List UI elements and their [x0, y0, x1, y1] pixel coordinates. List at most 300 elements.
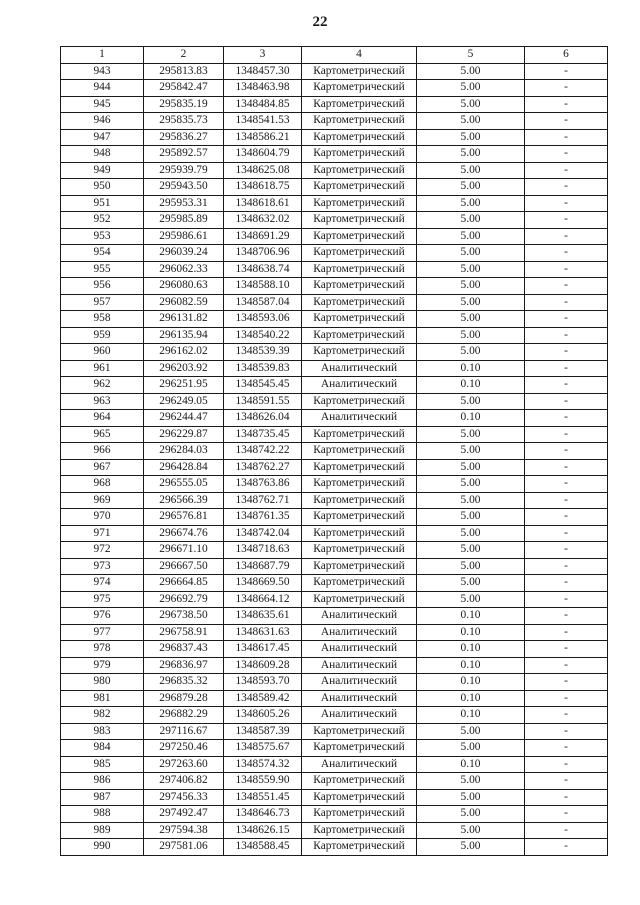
table-cell: 5.00: [417, 393, 525, 410]
table-cell: 1348588.45: [224, 839, 302, 856]
table-cell: Картометрический: [302, 146, 417, 163]
table-cell: 965: [61, 426, 144, 443]
table-cell: 296203.92: [144, 360, 224, 377]
table-cell: -: [525, 80, 608, 97]
table-cell: 976: [61, 608, 144, 625]
table-cell: -: [525, 657, 608, 674]
table-cell: 5.00: [417, 723, 525, 740]
table-cell: 978: [61, 641, 144, 658]
table-cell: -: [525, 608, 608, 625]
table-cell: 0.10: [417, 377, 525, 394]
table-cell: 1348609.28: [224, 657, 302, 674]
table-cell: 5.00: [417, 245, 525, 262]
table-cell: 981: [61, 690, 144, 707]
table-cell: 296758.91: [144, 624, 224, 641]
table-cell: Аналитический: [302, 624, 417, 641]
table-cell: Картометрический: [302, 195, 417, 212]
header-cell: 1: [61, 47, 144, 64]
table-cell: 1348618.61: [224, 195, 302, 212]
table-cell: 972: [61, 542, 144, 559]
table-row: [61, 327, 608, 344]
table-cell: 945: [61, 96, 144, 113]
table-cell: 1348618.75: [224, 179, 302, 196]
table-cell: -: [525, 96, 608, 113]
table-cell: -: [525, 822, 608, 839]
table-cell: 296837.43: [144, 641, 224, 658]
table-cell: 971: [61, 525, 144, 542]
table-cell: Картометрический: [302, 327, 417, 344]
table-cell: 954: [61, 245, 144, 262]
table-cell: 1348541.53: [224, 113, 302, 130]
table-cell: 5.00: [417, 327, 525, 344]
table-cell: 5.00: [417, 212, 525, 229]
table-cell: -: [525, 839, 608, 856]
table-row: [61, 674, 608, 691]
table-row: [61, 426, 608, 443]
table-cell: 297263.60: [144, 756, 224, 773]
table-cell: -: [525, 245, 608, 262]
table-row: [61, 492, 608, 509]
table-cell: 1348593.06: [224, 311, 302, 328]
table-cell: 1348605.26: [224, 707, 302, 724]
table-row: [61, 129, 608, 146]
header-cell: 3: [224, 47, 302, 64]
table-cell: 1348626.04: [224, 410, 302, 427]
table-row: [61, 509, 608, 526]
table-cell: 295892.57: [144, 146, 224, 163]
table-cell: -: [525, 443, 608, 460]
table-row: [61, 476, 608, 493]
table-cell: Аналитический: [302, 756, 417, 773]
table-row: [61, 443, 608, 460]
table-cell: 968: [61, 476, 144, 493]
table-cell: Картометрический: [302, 459, 417, 476]
table-cell: 944: [61, 80, 144, 97]
table-cell: 5.00: [417, 839, 525, 856]
table-row: [61, 690, 608, 707]
table-cell: 5.00: [417, 261, 525, 278]
table-row: [61, 377, 608, 394]
table-cell: 975: [61, 591, 144, 608]
table-cell: 295835.19: [144, 96, 224, 113]
table-cell: 296284.03: [144, 443, 224, 460]
table-cell: Картометрический: [302, 509, 417, 526]
table-cell: -: [525, 261, 608, 278]
table-cell: Картометрический: [302, 179, 417, 196]
table-cell: 1348761.35: [224, 509, 302, 526]
table-cell: Картометрический: [302, 278, 417, 295]
table-cell: 5.00: [417, 179, 525, 196]
table-cell: -: [525, 674, 608, 691]
table-cell: Картометрический: [302, 113, 417, 130]
table-cell: 985: [61, 756, 144, 773]
table-cell: 959: [61, 327, 144, 344]
table-cell: 296664.85: [144, 575, 224, 592]
table-cell: 5.00: [417, 822, 525, 839]
table-cell: 987: [61, 789, 144, 806]
table-cell: -: [525, 806, 608, 823]
table-cell: 967: [61, 459, 144, 476]
table-cell: 1348742.04: [224, 525, 302, 542]
table-cell: 0.10: [417, 690, 525, 707]
table-cell: 297456.33: [144, 789, 224, 806]
table-cell: 946: [61, 113, 144, 130]
table-cell: 295842.47: [144, 80, 224, 97]
table-cell: -: [525, 756, 608, 773]
table-cell: Картометрический: [302, 822, 417, 839]
table-cell: 986: [61, 773, 144, 790]
table-row: [61, 261, 608, 278]
table-row: [61, 525, 608, 542]
table-cell: Картометрический: [302, 393, 417, 410]
table-cell: -: [525, 212, 608, 229]
table-cell: 5.00: [417, 740, 525, 757]
table-row: [61, 393, 608, 410]
table-cell: 5.00: [417, 542, 525, 559]
table-cell: 5.00: [417, 575, 525, 592]
table-cell: Картометрический: [302, 245, 417, 262]
table-cell: -: [525, 641, 608, 658]
table-body: [61, 63, 608, 855]
table-cell: 958: [61, 311, 144, 328]
table-cell: -: [525, 377, 608, 394]
table-cell: -: [525, 525, 608, 542]
table-cell: Картометрический: [302, 591, 417, 608]
table-row: [61, 228, 608, 245]
table-row: [61, 113, 608, 130]
table-cell: Аналитический: [302, 707, 417, 724]
table-cell: -: [525, 311, 608, 328]
table-cell: -: [525, 294, 608, 311]
table-cell: 1348539.83: [224, 360, 302, 377]
table-cell: -: [525, 162, 608, 179]
table-cell: 949: [61, 162, 144, 179]
table-cell: 5.00: [417, 509, 525, 526]
table-cell: 5.00: [417, 773, 525, 790]
table-cell: 966: [61, 443, 144, 460]
table-cell: 1348587.04: [224, 294, 302, 311]
table-row: [61, 245, 608, 262]
table-cell: 296131.82: [144, 311, 224, 328]
table-row: [61, 641, 608, 658]
table-cell: 983: [61, 723, 144, 740]
table-row: [61, 806, 608, 823]
table-cell: 297116.67: [144, 723, 224, 740]
table-row: [61, 80, 608, 97]
coordinates-table: [60, 46, 608, 856]
table-cell: 0.10: [417, 410, 525, 427]
table-cell: -: [525, 624, 608, 641]
table-cell: 296062.33: [144, 261, 224, 278]
table-row: [61, 822, 608, 839]
table-cell: 948: [61, 146, 144, 163]
table-row: [61, 657, 608, 674]
table-cell: 297581.06: [144, 839, 224, 856]
table-cell: -: [525, 278, 608, 295]
table-row: [61, 96, 608, 113]
table-cell: 296244.47: [144, 410, 224, 427]
table-row: [61, 179, 608, 196]
table-cell: 973: [61, 558, 144, 575]
table-cell: 1348646.73: [224, 806, 302, 823]
table-cell: Аналитический: [302, 690, 417, 707]
table-cell: 5.00: [417, 63, 525, 80]
table-cell: Картометрический: [302, 839, 417, 856]
table-cell: Картометрический: [302, 228, 417, 245]
table-cell: Аналитический: [302, 641, 417, 658]
table-cell: Картометрический: [302, 476, 417, 493]
table-cell: 1348540.22: [224, 327, 302, 344]
table-cell: 5.00: [417, 476, 525, 493]
table-cell: 295943.50: [144, 179, 224, 196]
table-cell: 974: [61, 575, 144, 592]
table-cell: 1348762.71: [224, 492, 302, 509]
table-row: [61, 707, 608, 724]
table-cell: 296674.76: [144, 525, 224, 542]
table-cell: 5.00: [417, 294, 525, 311]
table-cell: 1348604.79: [224, 146, 302, 163]
table-cell: 1348586.21: [224, 129, 302, 146]
table-cell: 979: [61, 657, 144, 674]
table-cell: 5.00: [417, 80, 525, 97]
table-row: [61, 624, 608, 641]
table-row: [61, 212, 608, 229]
table-cell: 0.10: [417, 608, 525, 625]
table-cell: 296082.59: [144, 294, 224, 311]
table-cell: 296555.05: [144, 476, 224, 493]
table-cell: 984: [61, 740, 144, 757]
table-cell: 1348588.10: [224, 278, 302, 295]
table-cell: 0.10: [417, 756, 525, 773]
table-cell: -: [525, 146, 608, 163]
table-cell: 961: [61, 360, 144, 377]
table-cell: -: [525, 410, 608, 427]
table-cell: 950: [61, 179, 144, 196]
table-row: [61, 344, 608, 361]
table-cell: Картометрический: [302, 261, 417, 278]
table-row: [61, 195, 608, 212]
table-cell: 296162.02: [144, 344, 224, 361]
table-cell: 1348484.85: [224, 96, 302, 113]
table-cell: 1348664.12: [224, 591, 302, 608]
table-row: [61, 146, 608, 163]
table-cell: 296566.39: [144, 492, 224, 509]
table-cell: 296080.63: [144, 278, 224, 295]
table-cell: 1348635.61: [224, 608, 302, 625]
table-cell: 296738.50: [144, 608, 224, 625]
table-row: [61, 294, 608, 311]
table-cell: 296428.84: [144, 459, 224, 476]
table-cell: Картометрический: [302, 129, 417, 146]
table-cell: 296835.32: [144, 674, 224, 691]
table-cell: -: [525, 327, 608, 344]
table-cell: Картометрический: [302, 740, 417, 757]
table-cell: 0.10: [417, 641, 525, 658]
table-row: [61, 608, 608, 625]
table-row: [61, 773, 608, 790]
table-cell: 956: [61, 278, 144, 295]
table-cell: -: [525, 426, 608, 443]
table-row: [61, 740, 608, 757]
table-cell: Картометрический: [302, 558, 417, 575]
table-cell: Картометрический: [302, 723, 417, 740]
table-cell: 943: [61, 63, 144, 80]
table-cell: 297406.82: [144, 773, 224, 790]
table-cell: Аналитический: [302, 657, 417, 674]
table-cell: 296882.29: [144, 707, 224, 724]
table-cell: 1348625.08: [224, 162, 302, 179]
table-cell: 1348718.63: [224, 542, 302, 559]
table-cell: Картометрический: [302, 63, 417, 80]
table-cell: Картометрический: [302, 789, 417, 806]
table-cell: 1348687.79: [224, 558, 302, 575]
table-cell: 1348706.96: [224, 245, 302, 262]
table-cell: 1348539.39: [224, 344, 302, 361]
table-cell: 296667.50: [144, 558, 224, 575]
table-cell: Картометрический: [302, 575, 417, 592]
table-row: [61, 410, 608, 427]
table-cell: 1348631.63: [224, 624, 302, 641]
table-cell: 295939.79: [144, 162, 224, 179]
table-cell: 295835.73: [144, 113, 224, 130]
table-cell: 0.10: [417, 707, 525, 724]
table-cell: Аналитический: [302, 608, 417, 625]
table-cell: -: [525, 129, 608, 146]
table-cell: -: [525, 773, 608, 790]
table-cell: 297594.38: [144, 822, 224, 839]
table-row: [61, 723, 608, 740]
table-cell: 990: [61, 839, 144, 856]
table-row: [61, 558, 608, 575]
table-cell: 296576.81: [144, 509, 224, 526]
table-cell: Аналитический: [302, 360, 417, 377]
header-cell: 2: [144, 47, 224, 64]
table-cell: 5.00: [417, 311, 525, 328]
table-cell: 1348735.45: [224, 426, 302, 443]
table-row: [61, 162, 608, 179]
table-cell: 297492.47: [144, 806, 224, 823]
table-cell: 1348638.74: [224, 261, 302, 278]
table-cell: 296671.10: [144, 542, 224, 559]
table-cell: 296039.24: [144, 245, 224, 262]
table-cell: 1348559.90: [224, 773, 302, 790]
table-cell: 0.10: [417, 674, 525, 691]
table-cell: 1348617.45: [224, 641, 302, 658]
table-cell: Картометрический: [302, 443, 417, 460]
table-cell: 982: [61, 707, 144, 724]
table-cell: 969: [61, 492, 144, 509]
table-cell: Аналитический: [302, 410, 417, 427]
table-cell: -: [525, 459, 608, 476]
table-cell: -: [525, 707, 608, 724]
table-cell: 955: [61, 261, 144, 278]
table-cell: -: [525, 393, 608, 410]
table-cell: -: [525, 195, 608, 212]
table-cell: 1348742.22: [224, 443, 302, 460]
table-row: [61, 789, 608, 806]
table-cell: 5.00: [417, 806, 525, 823]
table-cell: 1348575.67: [224, 740, 302, 757]
table-cell: -: [525, 575, 608, 592]
table-row: [61, 756, 608, 773]
table-row: [61, 839, 608, 856]
table-row: [61, 542, 608, 559]
table-row: [61, 63, 608, 80]
table-cell: -: [525, 179, 608, 196]
table-cell: 5.00: [417, 558, 525, 575]
table-cell: 5.00: [417, 591, 525, 608]
table-row: [61, 311, 608, 328]
table-cell: 5.00: [417, 129, 525, 146]
table-cell: 957: [61, 294, 144, 311]
table-cell: 5.00: [417, 162, 525, 179]
table-cell: 1348457.30: [224, 63, 302, 80]
table-cell: 947: [61, 129, 144, 146]
table-cell: 964: [61, 410, 144, 427]
table-cell: Картометрический: [302, 773, 417, 790]
table-cell: 296249.05: [144, 393, 224, 410]
table-cell: 1348589.42: [224, 690, 302, 707]
table-cell: -: [525, 476, 608, 493]
table-header: [61, 47, 608, 64]
table-cell: Картометрический: [302, 542, 417, 559]
table-cell: 1348551.45: [224, 789, 302, 806]
table-cell: Картометрический: [302, 492, 417, 509]
table-cell: -: [525, 789, 608, 806]
header-cell: 5: [417, 47, 525, 64]
table-cell: 5.00: [417, 96, 525, 113]
table-cell: 0.10: [417, 360, 525, 377]
table-cell: 1348587.39: [224, 723, 302, 740]
table-cell: 1348545.45: [224, 377, 302, 394]
table-cell: 960: [61, 344, 144, 361]
table-cell: 5.00: [417, 789, 525, 806]
table-cell: 296251.95: [144, 377, 224, 394]
table-cell: Аналитический: [302, 674, 417, 691]
table-cell: 962: [61, 377, 144, 394]
table-cell: Аналитический: [302, 377, 417, 394]
table-cell: -: [525, 113, 608, 130]
table-row: [61, 575, 608, 592]
table-cell: 5.00: [417, 228, 525, 245]
table-cell: Картометрический: [302, 294, 417, 311]
table-cell: -: [525, 558, 608, 575]
table-cell: -: [525, 723, 608, 740]
table-row: [61, 278, 608, 295]
table-cell: 1348632.02: [224, 212, 302, 229]
table-cell: -: [525, 591, 608, 608]
table-cell: 970: [61, 509, 144, 526]
table-cell: Картометрический: [302, 80, 417, 97]
table-cell: Картометрический: [302, 806, 417, 823]
table-cell: 0.10: [417, 624, 525, 641]
table-cell: 1348669.50: [224, 575, 302, 592]
table-cell: 963: [61, 393, 144, 410]
table-cell: Картометрический: [302, 525, 417, 542]
table-cell: 295813.83: [144, 63, 224, 80]
table-cell: Картометрический: [302, 344, 417, 361]
table-cell: -: [525, 63, 608, 80]
table-cell: 1348691.29: [224, 228, 302, 245]
table-cell: -: [525, 509, 608, 526]
table-cell: -: [525, 740, 608, 757]
table-cell: 1348591.55: [224, 393, 302, 410]
table-cell: Картометрический: [302, 212, 417, 229]
table-cell: 5.00: [417, 525, 525, 542]
table-cell: 0.10: [417, 657, 525, 674]
table-cell: Картометрический: [302, 311, 417, 328]
table-cell: Картометрический: [302, 96, 417, 113]
